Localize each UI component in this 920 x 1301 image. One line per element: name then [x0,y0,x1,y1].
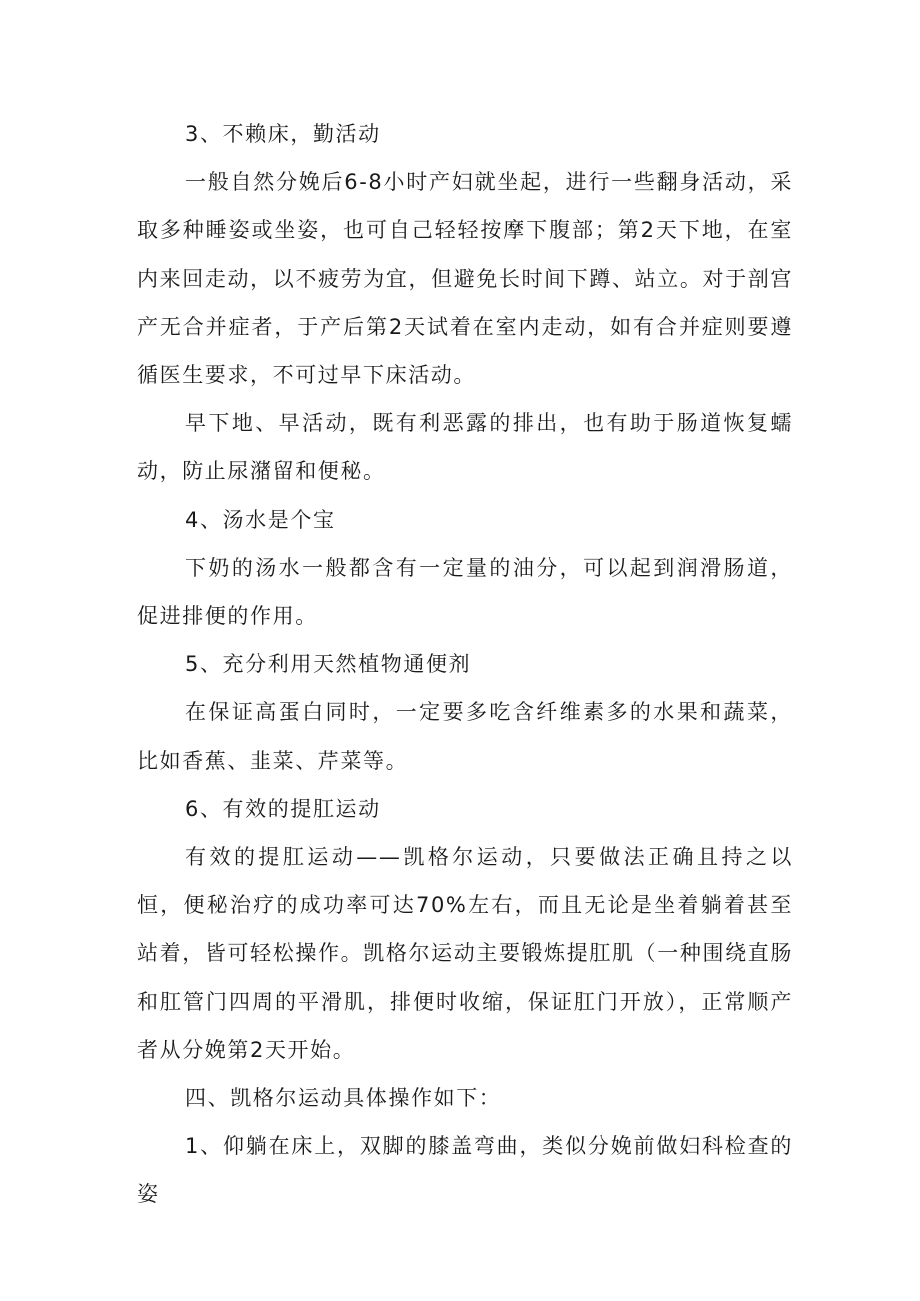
heading-5-natural-laxatives: 5、充分利用天然植物通便剂 [185,652,472,677]
heading-4-soup: 4、汤水是个宝 [185,507,336,532]
heading-3-stay-active: 3、不赖床，勤活动 [185,122,381,146]
paragraph-fiber-foods: 在保证高蛋白同时，一定要多吃含纤维素多的水果和蔬菜，比如香蕉、韭菜、芹菜等。 [137,700,793,773]
heading-section-4-kegel-steps: 四、凯格尔运动具体操作如下： [185,1086,502,1111]
paragraph-soup-benefits: 下奶的汤水一般都含有一定量的油分，可以起到润滑肠道，促进排便的作用。 [137,555,793,629]
heading-6-kegel: 6、有效的提肛运动 [185,796,381,821]
paragraph-kegel-description: 有效的提肛运动——凯格尔运动，只要做法正确且持之以恒，便秘治疗的成功率可达70%左右，而且无论是坐着躺着甚至站着，皆可轻松操作。凯格尔运动主要锻炼提肛肌（一种围绕直肠和肛管门四周的平滑肌，排便时收缩，保证肛门开放），正常顺产者从分娩第2天开始。 [137,845,793,1062]
paragraph-step-1: 1、仰躺在床上，双脚的膝盖弯曲，类似分娩前做妇科检查的姿 [137,1134,793,1207]
paragraph-activity-after-birth: 一般自然分娩后6-8小时产妇就坐起，进行一些翻身活动，采取多种睡姿或坐姿，也可自己轻轻按摩下腹部；第2天下地，在室内来回走动，以不疲劳为宜，但避免长时间下蹲、站立。对于剖宫产无合并症者，于产后第2天试着在室内走动，如有合并症则要遵循医生要求，不可过早下床活动。 [137,170,793,388]
paragraph-early-activity-benefits: 早下地、早活动，既有利恶露的排出，也有助于肠道恢复蠕动，防止尿潴留和便秘。 [137,411,793,484]
document-body [137,110,793,1219]
